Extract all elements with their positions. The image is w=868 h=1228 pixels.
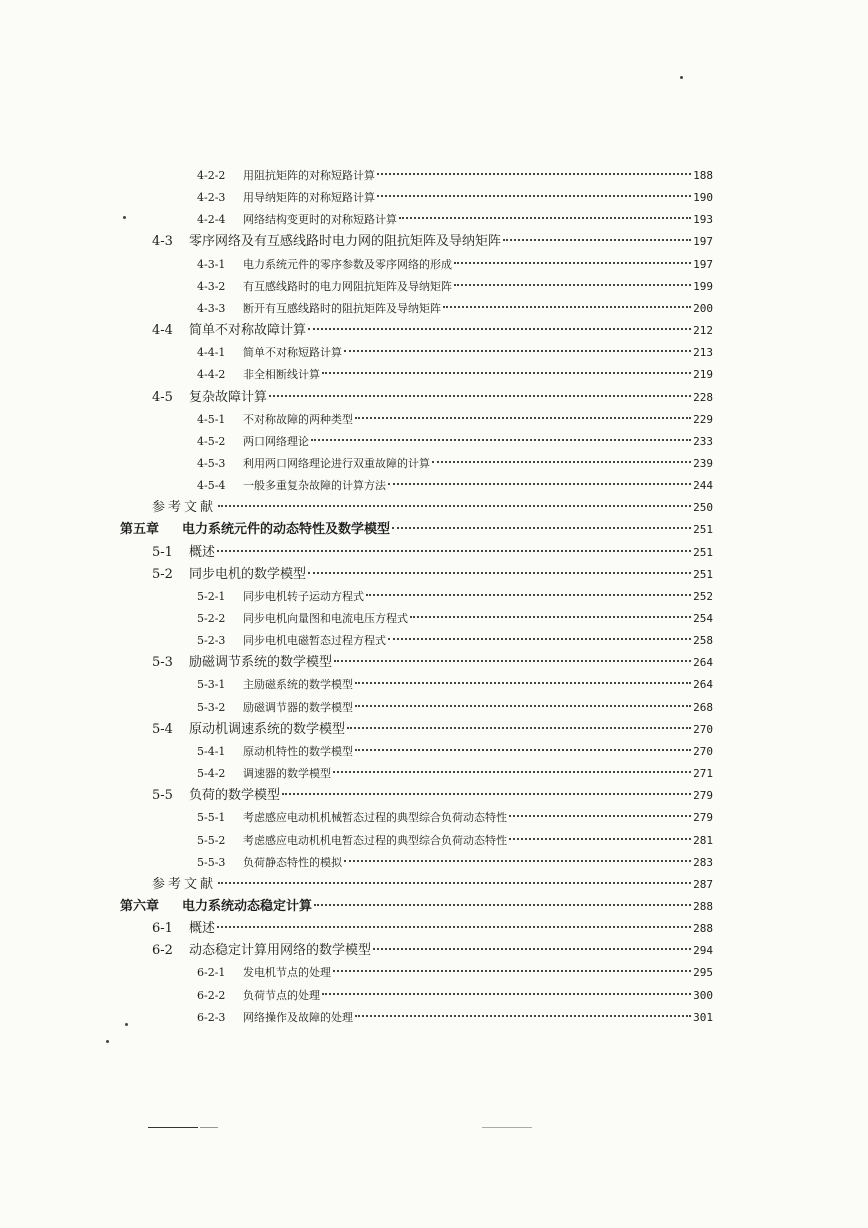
toc-entry-page: 193: [693, 213, 713, 226]
toc-entry: [197, 587, 713, 607]
toc-entry-title: 电力系统元件的零序参数及零序网络的形成: [243, 258, 452, 271]
dot-leader: [218, 505, 691, 507]
toc-entry-page: 251: [693, 546, 713, 559]
dot-leader: [410, 616, 691, 618]
toc-entry-number: 4-2-3: [197, 191, 226, 204]
toc-entry: [197, 299, 713, 319]
toc-entry: [152, 321, 713, 341]
toc-entry-title: 调速器的数学模型: [243, 767, 331, 780]
toc-entry: [197, 410, 713, 430]
toc-entry-page: 233: [693, 435, 713, 448]
toc-entry: [197, 808, 713, 828]
toc-entry-page: 229: [693, 413, 713, 426]
toc-entry-page: 264: [693, 678, 713, 691]
toc-entry-number: 5-4: [152, 722, 173, 737]
toc-entry: [197, 210, 713, 230]
toc-entry-title: 简单不对称故障计算: [189, 323, 307, 338]
dot-leader: [282, 793, 691, 795]
toc-entry-title: 参考文献: [152, 877, 217, 892]
dot-leader: [217, 550, 691, 552]
toc-entry-number: 4-4-1: [197, 346, 226, 359]
scan-artifact-line: [148, 1127, 198, 1128]
dot-leader: [347, 727, 691, 729]
toc-entry-title: 考虑感应电动机机电暂态过程的典型综合负荷动态特性: [243, 834, 507, 847]
toc-entry-title: 断开有互感线路时的阻抗矩阵及导纳矩阵: [243, 302, 441, 315]
toc-entry-number: 5-2-3: [197, 634, 226, 647]
toc-entry-page: 283: [693, 856, 713, 869]
toc-entry-number: 5-2-2: [197, 612, 226, 625]
toc-entry-number: 4-5: [152, 390, 173, 405]
dot-leader: [509, 838, 691, 840]
toc-entry-number: 5-2: [152, 567, 173, 582]
toc-entry-title: 参考文献: [152, 500, 217, 515]
toc-entry-number: 6-2-3: [197, 1011, 226, 1024]
dot-leader: [344, 350, 691, 352]
toc-entry-title: 同步电机电磁暂态过程方程式: [243, 634, 386, 647]
toc-entry-number: 5-4-2: [197, 767, 226, 780]
toc-entry-page: 188: [693, 169, 713, 182]
toc-entry: [197, 853, 713, 873]
dot-leader: [355, 1015, 691, 1017]
toc-entry-page: 279: [693, 789, 713, 802]
toc-entry-title: 同步电机向量图和电流电压方程式: [243, 612, 408, 625]
dot-leader: [388, 638, 691, 640]
toc-entry-number: 4-3: [152, 234, 173, 249]
toc-entry-page: 288: [693, 900, 713, 913]
dot-leader: [432, 461, 691, 463]
toc-entry-page: 228: [693, 391, 713, 404]
toc-entry: [197, 764, 713, 784]
toc-entry: [120, 897, 713, 917]
toc-entry-page: 270: [693, 745, 713, 758]
toc-entry: [197, 365, 713, 385]
toc-entry-number: 6-2-1: [197, 966, 226, 979]
toc-entry-number: 4-5-2: [197, 435, 226, 448]
toc-entry-page: 190: [693, 191, 713, 204]
toc-entry: [152, 498, 713, 518]
dot-leader: [443, 306, 691, 308]
toc-entry-title: 励磁调节器的数学模型: [243, 701, 353, 714]
toc-entry: [152, 941, 713, 961]
toc-entry: [197, 1008, 713, 1028]
toc-entry: [120, 520, 713, 540]
toc-entry-page: 212: [693, 324, 713, 337]
toc-entry-number: 第五章: [120, 522, 160, 537]
toc-entry-number: 5-1: [152, 545, 173, 560]
toc-entry-page: 287: [693, 878, 713, 891]
toc-entry-page: 200: [693, 302, 713, 315]
toc-entry: [197, 831, 713, 851]
dot-leader: [454, 284, 691, 286]
toc-entry-page: 213: [693, 346, 713, 359]
scan-speck: [123, 216, 126, 219]
toc-entry-title: 考虑感应电动机机械暂态过程的典型综合负荷动态特性: [243, 811, 507, 824]
dot-leader: [217, 926, 691, 928]
toc-entry-page: 197: [693, 235, 713, 248]
toc-entry-number: 5-5: [152, 788, 173, 803]
toc-entry-number: 5-4-1: [197, 745, 226, 758]
scan-speck: [106, 1040, 109, 1043]
toc-entry-number: 5-3-1: [197, 678, 226, 691]
toc-entry: [152, 565, 713, 585]
toc-entry: [152, 720, 713, 740]
toc-entry-title: 原动机特性的数学模型: [243, 745, 353, 758]
toc-entry-page: 254: [693, 612, 713, 625]
toc-entry: [197, 963, 713, 983]
toc-entry-title: 零序网络及有互感线路时电力网的阻抗矩阵及导纳矩阵: [189, 234, 502, 249]
toc-entry-number: 5-3: [152, 655, 173, 670]
toc-entry-number: 6-2: [152, 943, 173, 958]
toc-entry-page: 281: [693, 834, 713, 847]
toc-entry-page: 197: [693, 258, 713, 271]
toc-entry: [197, 432, 713, 452]
toc-entry: [152, 786, 713, 806]
dot-leader: [454, 262, 691, 264]
toc-entry-title: 同步电机转子运动方程式: [243, 590, 364, 603]
dot-leader: [355, 705, 691, 707]
toc-entry-title: 用导纳矩阵的对称短路计算: [243, 191, 375, 204]
dot-leader: [322, 993, 691, 995]
scan-artifact-line: [482, 1127, 532, 1128]
toc-entry-page: 294: [693, 944, 713, 957]
toc-entry-number: 第六章: [120, 899, 160, 914]
toc-entry-title: 概述: [189, 545, 216, 560]
toc-entry-number: 4-2-2: [197, 169, 226, 182]
toc-entry-title: 负荷的数学模型: [189, 788, 281, 803]
dot-leader: [355, 749, 691, 751]
dot-leader: [333, 970, 691, 972]
toc-entry-number: 4-3-2: [197, 280, 226, 293]
toc-entry-number: 6-1: [152, 921, 173, 936]
toc-entry-page: 258: [693, 634, 713, 647]
toc-entry-title: 电力系统元件的动态特性及数学模型: [182, 522, 391, 537]
dot-leader: [377, 173, 691, 175]
toc-entry: [152, 232, 713, 252]
toc-entry-title: 同步电机的数学模型: [189, 567, 307, 582]
toc-entry-number: 4-3-3: [197, 302, 226, 315]
toc-entry-title: 一般多重复杂故障的计算方法: [243, 479, 386, 492]
toc-entry-number: 5-5-2: [197, 834, 226, 847]
toc-entry-title: 负荷静态特性的模拟: [243, 856, 342, 869]
toc-entry: [152, 919, 713, 939]
toc-entry-title: 发电机节点的处理: [243, 966, 331, 979]
toc-entry-page: 251: [693, 568, 713, 581]
toc-entry-title: 利用两口网络理论进行双重故障的计算: [243, 457, 430, 470]
toc-entry: [197, 255, 713, 275]
toc-entry-title: 网络操作及故障的处理: [243, 1011, 353, 1024]
toc-entry: [197, 698, 713, 718]
toc-entry-page: 295: [693, 966, 713, 979]
toc-entry-title: 主励磁系统的数学模型: [243, 678, 353, 691]
toc-entry-page: 239: [693, 457, 713, 470]
dot-leader: [308, 572, 691, 574]
toc-entry-number: 5-2-1: [197, 590, 226, 603]
dot-leader: [308, 328, 691, 330]
toc-entry-page: 264: [693, 656, 713, 669]
toc-entry-page: 301: [693, 1011, 713, 1024]
toc-entry: [152, 543, 713, 563]
toc-entry-title: 非全相断线计算: [243, 368, 320, 381]
toc-entry-number: 5-5-3: [197, 856, 226, 869]
toc-entry-title: 原动机调速系统的数学模型: [189, 722, 346, 737]
toc-entry-page: 268: [693, 701, 713, 714]
dot-leader: [503, 239, 691, 241]
dot-leader: [373, 948, 691, 950]
toc-entry-title: 用阻抗矩阵的对称短路计算: [243, 169, 375, 182]
toc-entry-number: 4-5-3: [197, 457, 226, 470]
toc-entry-number: 4-5-1: [197, 413, 226, 426]
toc-entry: [197, 476, 713, 496]
toc-entry-number: 4-4: [152, 323, 173, 338]
toc-entry-page: 244: [693, 479, 713, 492]
dot-leader: [392, 527, 691, 529]
toc-entry-title: 负荷节点的处理: [243, 989, 320, 1002]
toc-entry-title: 不对称故障的两种类型: [243, 413, 353, 426]
toc-entry-page: 300: [693, 989, 713, 1002]
toc-entry: [152, 875, 713, 895]
toc-entry: [197, 986, 713, 1006]
toc-entry-page: 288: [693, 922, 713, 935]
dot-leader: [311, 439, 691, 441]
dot-leader: [366, 594, 691, 596]
toc-entry: [152, 653, 713, 673]
toc-entry-number: 6-2-2: [197, 989, 226, 1002]
scan-artifact-line: [200, 1127, 218, 1128]
toc-entry: [197, 675, 713, 695]
dot-leader: [388, 483, 691, 485]
dot-leader: [333, 771, 691, 773]
dot-leader: [334, 660, 691, 662]
toc-entry-page: 219: [693, 368, 713, 381]
toc-entry: [197, 277, 713, 297]
dot-leader: [344, 860, 691, 862]
dot-leader: [377, 195, 691, 197]
toc-entry-page: 271: [693, 767, 713, 780]
toc-entry-title: 两口网络理论: [243, 435, 309, 448]
dot-leader: [314, 904, 691, 906]
toc-entry: [197, 166, 713, 186]
toc-entry-page: 199: [693, 280, 713, 293]
toc-entry: [152, 388, 713, 408]
toc-entry-page: 270: [693, 723, 713, 736]
toc-entry-title: 电力系统动态稳定计算: [182, 899, 313, 914]
toc-entry-title: 网络结构变更时的对称短路计算: [243, 213, 397, 226]
toc-entry-page: 252: [693, 590, 713, 603]
toc-entry: [197, 454, 713, 474]
toc-entry-page: 279: [693, 811, 713, 824]
dot-leader: [509, 815, 691, 817]
dot-leader: [355, 682, 691, 684]
dot-leader: [399, 217, 691, 219]
toc-entry-number: 5-5-1: [197, 811, 226, 824]
toc-entry-title: 动态稳定计算用网络的数学模型: [189, 943, 372, 958]
toc-entry: [197, 343, 713, 363]
toc-entry-page: 251: [693, 523, 713, 536]
toc-entry-title: 有互感线路时的电力网阻抗矩阵及导纳矩阵: [243, 280, 452, 293]
toc-entry-number: 5-3-2: [197, 701, 226, 714]
scan-speck: [125, 1023, 128, 1026]
toc-entry-page: 250: [693, 501, 713, 514]
toc-entry-title: 复杂故障计算: [189, 390, 268, 405]
toc-entry: [197, 609, 713, 629]
dot-leader: [269, 395, 691, 397]
toc-entry-number: 4-3-1: [197, 258, 226, 271]
toc-entry-number: 4-4-2: [197, 368, 226, 381]
toc-entry: [197, 742, 713, 762]
dot-leader: [322, 372, 691, 374]
toc-entry-title: 励磁调节系统的数学模型: [189, 655, 333, 670]
toc-entry-title: 概述: [189, 921, 216, 936]
toc-entry: [197, 188, 713, 208]
scan-speck: [680, 76, 683, 79]
toc-entry-title: 简单不对称短路计算: [243, 346, 342, 359]
toc-entry: [197, 631, 713, 651]
dot-leader: [355, 417, 691, 419]
toc-entry-number: 4-5-4: [197, 479, 226, 492]
toc-entry-number: 4-2-4: [197, 213, 226, 226]
dot-leader: [218, 882, 691, 884]
